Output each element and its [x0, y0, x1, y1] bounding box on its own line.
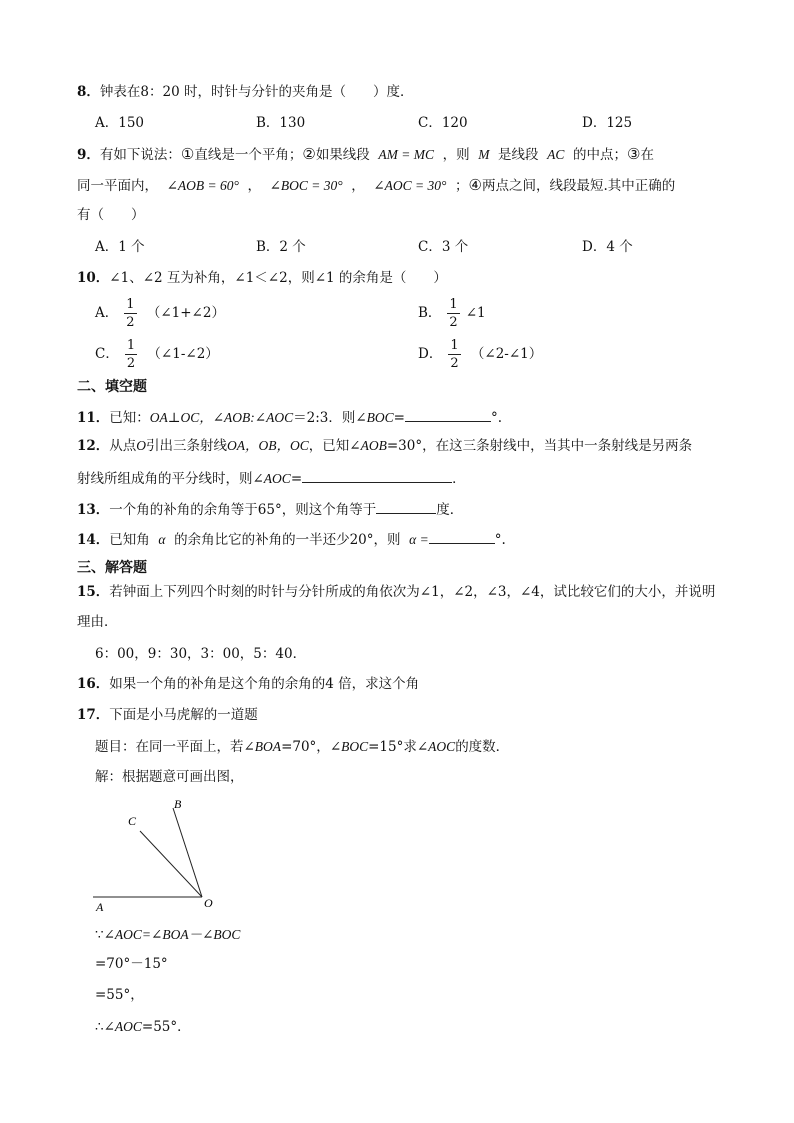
- q11: [77, 409, 502, 426]
- q8-text: 钟表在8：20 时，时针与分针的夹角是（ ）度．: [99, 84, 414, 100]
- q9-number: 9．: [77, 147, 100, 163]
- q11-number: 11．: [77, 410, 110, 426]
- q9-text: ，则: [442, 147, 470, 163]
- q12-text: 引出三条射线: [146, 438, 228, 454]
- q13-text: 度．: [436, 502, 464, 518]
- q12-math: ∠AOB: [349, 438, 387, 453]
- q9-line2: [77, 178, 675, 194]
- q10-option-b: [418, 298, 486, 329]
- q12-math: O: [136, 438, 147, 453]
- section-solve-heading: 三、解答题: [77, 560, 147, 576]
- math-am-mc: AM = MC: [378, 147, 435, 162]
- q12-text: ，已知: [308, 438, 350, 454]
- option-expr: （∠1+∠2）: [146, 305, 225, 321]
- q9-text: 同一平面内，: [77, 178, 158, 194]
- q17-math: ∠AOC: [416, 739, 456, 754]
- q17-number: 17．: [77, 707, 110, 723]
- frac-num: 1: [449, 297, 458, 312]
- q8-number: 8．: [77, 84, 100, 100]
- q14: [77, 531, 506, 548]
- frac-den: 2: [449, 315, 458, 330]
- q17-math: ∠AOC: [103, 1019, 142, 1034]
- q8-stem: [77, 86, 413, 100]
- frac-num: 1: [450, 338, 459, 353]
- q14-text: 的余角比它的补角的一半还少20°，则: [174, 532, 401, 548]
- q17-topic: [95, 740, 509, 755]
- q15-line2: 理由．: [77, 614, 118, 630]
- option-label: B．: [418, 305, 442, 321]
- math-ac: AC: [547, 147, 565, 162]
- q16: [77, 678, 419, 692]
- math-alpha-eq: α =: [409, 532, 429, 547]
- q11-math: ∠BOC: [355, 410, 394, 425]
- q9-text: 是线段: [498, 147, 539, 163]
- q11-text: ＝2:3．则: [293, 410, 356, 426]
- q17-step1: [95, 928, 240, 943]
- q9-option-d: D．4 个: [582, 239, 633, 255]
- option-expr: （∠2-∠1）: [470, 346, 543, 362]
- q11-math: OA⊥OC，∠AOB:∠AOC: [149, 410, 294, 425]
- option-label: C．: [95, 346, 119, 362]
- frac-num: 1: [126, 297, 135, 312]
- q13: [77, 501, 463, 518]
- q10-option-a: [95, 298, 225, 329]
- q12-number: 12．: [77, 438, 110, 454]
- circled-1: ①: [180, 145, 195, 163]
- q9-text: 在: [640, 147, 654, 163]
- fraction-half: [447, 298, 459, 329]
- q14-number: 14．: [77, 532, 110, 548]
- frac-den: 2: [450, 356, 459, 371]
- label-b: B: [174, 797, 182, 811]
- q17-text: 的度数．: [455, 739, 510, 755]
- option-expr: ∠1: [465, 305, 486, 321]
- q8-option-b: B．130: [256, 115, 306, 131]
- q12-math: ∠AOC: [252, 471, 291, 486]
- q10-stem: [77, 272, 447, 286]
- q9-option-a: A．1 个: [95, 239, 145, 255]
- q17-step2: =70°－15°: [95, 956, 168, 972]
- q9-option-b: B．2 个: [256, 239, 306, 255]
- fraction-half: [125, 339, 137, 370]
- q13-number: 13．: [77, 502, 110, 518]
- label-c: C: [128, 814, 137, 828]
- label-a: A: [96, 900, 104, 914]
- fraction-half: [124, 298, 136, 329]
- q12-text: 射线所组成角的平分线时，则: [77, 471, 253, 487]
- q10-text: ∠1、∠2 互为补角，∠1＜∠2，则∠1 的余角是（ ）: [109, 270, 447, 286]
- q17-math: ∠AOC=∠BOA－∠BOC: [103, 927, 241, 942]
- q12-math: OA，OB，OC: [227, 438, 309, 453]
- q17-step3: =55°，: [95, 987, 144, 1003]
- math-boc: ∠BOC = 30°: [269, 178, 343, 193]
- frac-den: 2: [126, 356, 136, 371]
- q11-text: °.: [490, 410, 503, 426]
- q17-math: ∠BOA: [243, 739, 282, 754]
- q9-text: 两点之间，线段最短.其中正确的: [481, 178, 676, 194]
- q8-option-c: C．120: [418, 115, 468, 131]
- q14-text: °.: [494, 532, 506, 548]
- q17-text: =70°，: [281, 739, 330, 755]
- section-fill-in-heading: 二、填空题: [77, 379, 147, 395]
- q8-option-d: D．125: [582, 115, 633, 131]
- q12-text: =: [290, 471, 303, 487]
- q9-text: 的中点；: [573, 147, 627, 163]
- q16-number: 16．: [77, 676, 110, 692]
- q9-line1: [77, 147, 654, 163]
- option-label: D．: [418, 346, 443, 362]
- frac-den: 2: [126, 315, 135, 330]
- q12-line1: [77, 439, 692, 454]
- q11-text: 已知：: [109, 410, 150, 426]
- q17-text: =15°求: [368, 739, 417, 755]
- q17-text: =55°．: [141, 1019, 191, 1035]
- math-alpha: α: [158, 532, 166, 547]
- therefore-symbol: ∴: [95, 1019, 104, 1035]
- q9-line3: 有（ ）: [77, 207, 145, 223]
- label-o: O: [204, 896, 213, 910]
- q15-line1: [77, 586, 715, 600]
- q10-number: 10．: [77, 270, 110, 286]
- answer-blank[interactable]: [302, 470, 452, 483]
- because-symbol: ∵: [95, 927, 104, 943]
- math-m: M: [478, 147, 490, 162]
- q15-number: 15．: [77, 584, 110, 600]
- q17-intro: [77, 709, 258, 723]
- q9-text: ，: [351, 178, 365, 194]
- q17-math: ∠BOC: [329, 739, 369, 754]
- ray-oc: [140, 831, 202, 897]
- frac-num: 1: [126, 338, 136, 353]
- q10-option-d: [418, 339, 542, 370]
- q12-text: 从点: [109, 438, 137, 454]
- q10-option-c: [95, 339, 219, 370]
- q15-text: 若钟面上下列四个时刻的时针与分针所成的角依次为∠1，∠2，∠3，∠4，试比较它们的大小，并说明: [109, 584, 716, 600]
- q12-line2: [77, 470, 466, 487]
- q12-text: =30°，在这三条射线中，当其中一条射线是另两条: [386, 438, 693, 454]
- q12-text: ．: [452, 471, 466, 487]
- option-expr: （∠1-∠2）: [147, 346, 219, 362]
- q11-text: =: [393, 410, 405, 426]
- q13-text: 一个角的补角的余角等于65°，则这个角等于: [109, 502, 377, 518]
- q9-text: 直线是一个平角；: [194, 147, 303, 163]
- q9-option-c: C．3 个: [418, 239, 469, 255]
- math-aoc: ∠AOC = 30°: [373, 178, 447, 193]
- answer-blank[interactable]: [429, 531, 495, 544]
- math-aob: ∠AOB = 60°: [166, 178, 239, 193]
- q9-text: ，: [247, 178, 261, 194]
- q14-text: 已知角: [109, 532, 150, 548]
- ray-ob: [173, 808, 202, 897]
- q16-text: 如果一个角的补角是这个角的余角的4 倍，求这个角: [109, 676, 420, 692]
- answer-blank[interactable]: [405, 409, 491, 422]
- angle-figure: [88, 795, 228, 920]
- q17-text: 题目：在同一平面上，若: [95, 739, 244, 755]
- q17-step4: [95, 1020, 191, 1035]
- answer-blank[interactable]: [376, 501, 436, 514]
- circled-4: ④: [468, 176, 482, 194]
- circled-3: ③: [627, 145, 641, 163]
- q9-text: ；: [455, 178, 469, 194]
- circled-2: ②: [302, 145, 316, 163]
- q15-times: 6：00，9：30，3：00，5：40．: [95, 646, 307, 662]
- q17-solution-intro: 解：根据题意可画出图，: [95, 769, 244, 785]
- q9-text: 如果线段: [315, 147, 370, 163]
- q17-text: 下面是小马虎解的一道题: [109, 707, 258, 723]
- q8-option-a: A．150: [95, 115, 145, 131]
- option-label: A．: [95, 305, 119, 321]
- q9-text: 有如下说法：: [99, 147, 181, 163]
- fraction-half: [448, 339, 460, 370]
